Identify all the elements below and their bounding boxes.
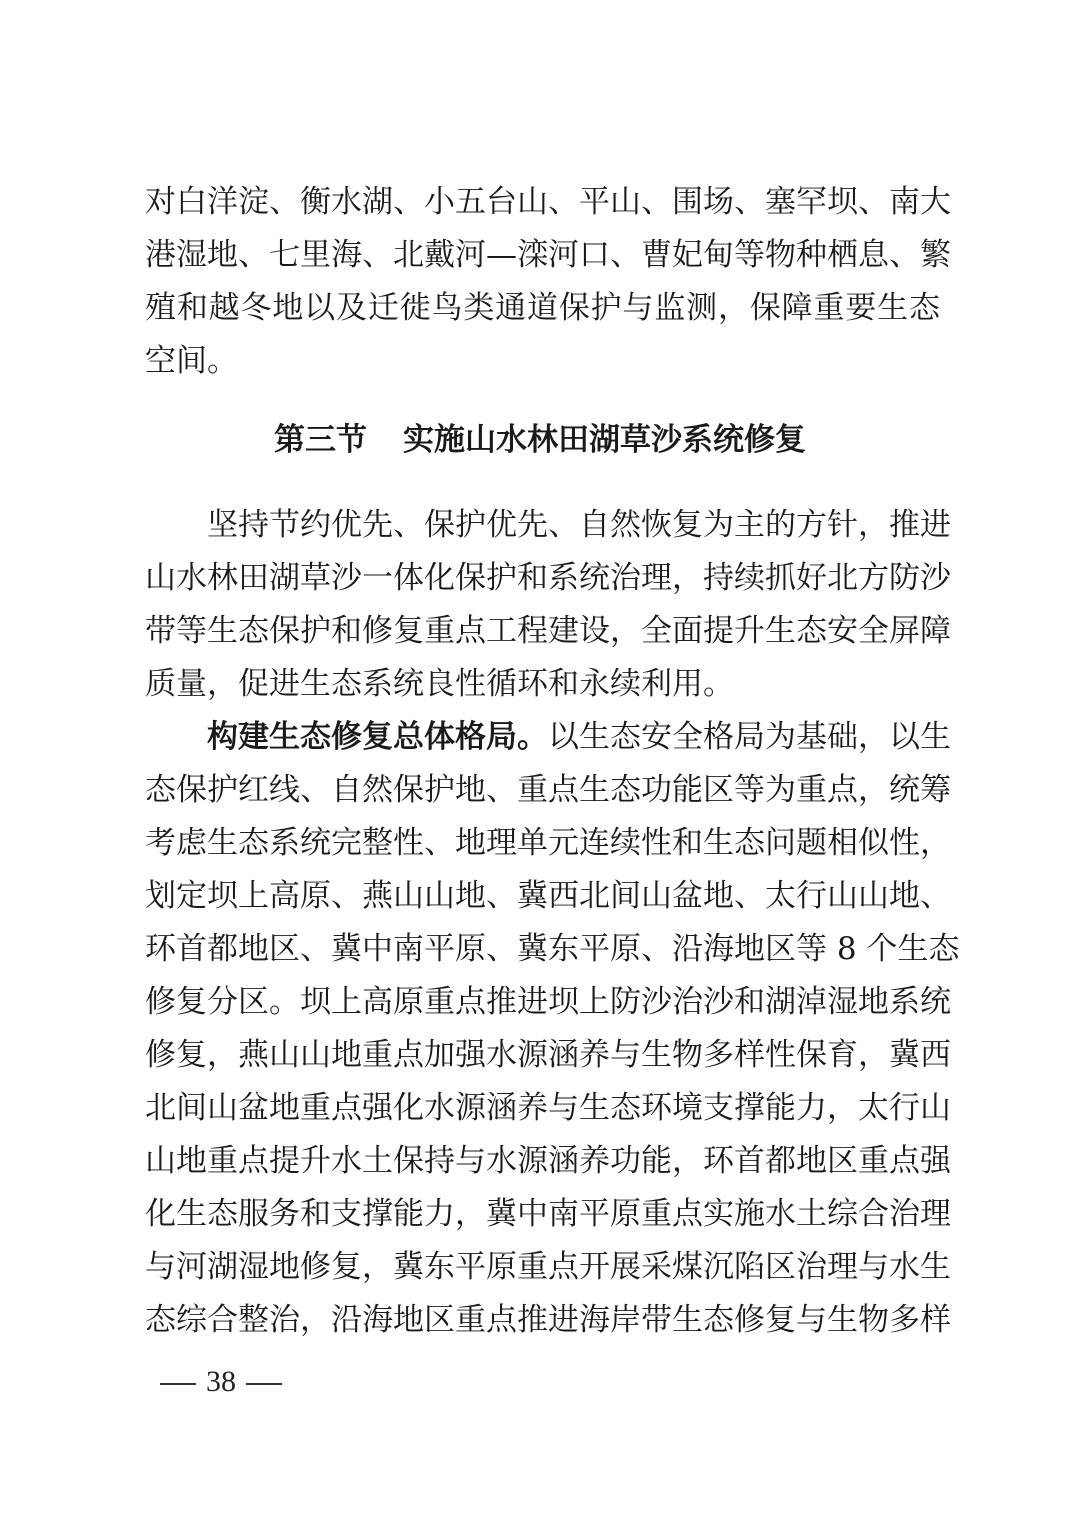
text-line: 山水林田湖草沙一体化保护和系统治理，持续抓好北方防沙: [145, 560, 951, 596]
text-line: 港湿地、七里海、北戴河—滦河口、曹妃甸等物种栖息、繁: [145, 237, 951, 273]
footer-dash-left: [160, 1383, 196, 1385]
text-line: 划定坝上高原、燕山山地、冀西北间山盆地、太行山山地、: [145, 878, 951, 914]
section-number: 第三节: [274, 422, 367, 458]
text-line: 态综合整治，沿海地区重点推进海岸带生态修复与生物多样: [145, 1302, 951, 1338]
text-line: 对白洋淀、衡水湖、小五台山、平山、围场、塞罕坝、南大: [145, 184, 951, 220]
text-line: 质量，促进生态系统良性循环和永续利用。: [145, 666, 734, 702]
text-line: 修复分区。坝上高原重点推进坝上防沙治沙和湖淖湿地系统: [145, 984, 951, 1020]
text-line-first: [207, 717, 951, 757]
text-line: 化生态服务和支撑能力，冀中南平原重点实施水土综合治理: [145, 1196, 951, 1232]
text-line: 环首都地区、冀中南平原、冀东平原、沿海地区等 8 个生态: [145, 931, 960, 967]
text-line: 殖和越冬地以及迁徙鸟类通道保护与监测，保障重要生态: [145, 290, 940, 326]
footer-dash-right: [246, 1383, 282, 1385]
text-line: 考虑生态系统完整性、地理单元连续性和生态问题相似性，: [145, 825, 951, 861]
text-line: 坚持节约优先、保护优先、自然恢复为主的方针，推进: [207, 507, 951, 543]
paragraph-lead-rest: 以生态安全格局为基础，以生: [548, 719, 951, 755]
page-footer: [150, 1362, 292, 1402]
text-line: 态保护红线、自然保护地、重点生态功能区等为重点，统筹: [145, 772, 951, 808]
text-line: 北间山盆地重点强化水源涵养与生态环境支撑能力，太行山: [145, 1090, 951, 1126]
section-heading: [0, 418, 1080, 462]
text-line: 与河湖湿地修复，冀东平原重点开展采煤沉陷区治理与水生: [145, 1249, 951, 1285]
text-line: 空间。: [145, 343, 238, 379]
text-line: 修复，燕山山地重点加强水源涵养与生物多样性保育，冀西: [145, 1037, 951, 1073]
page-number: 38: [206, 1365, 236, 1398]
section-title: 实施山水林田湖草沙系统修复: [403, 422, 806, 458]
text-line: 山地重点提升水土保持与水源涵养功能，环首都地区重点强: [145, 1143, 951, 1179]
paragraph-lead: 构建生态修复总体格局。: [207, 719, 548, 755]
text-line: 带等生态保护和修复重点工程建设，全面提升生态安全屏障: [145, 613, 951, 649]
